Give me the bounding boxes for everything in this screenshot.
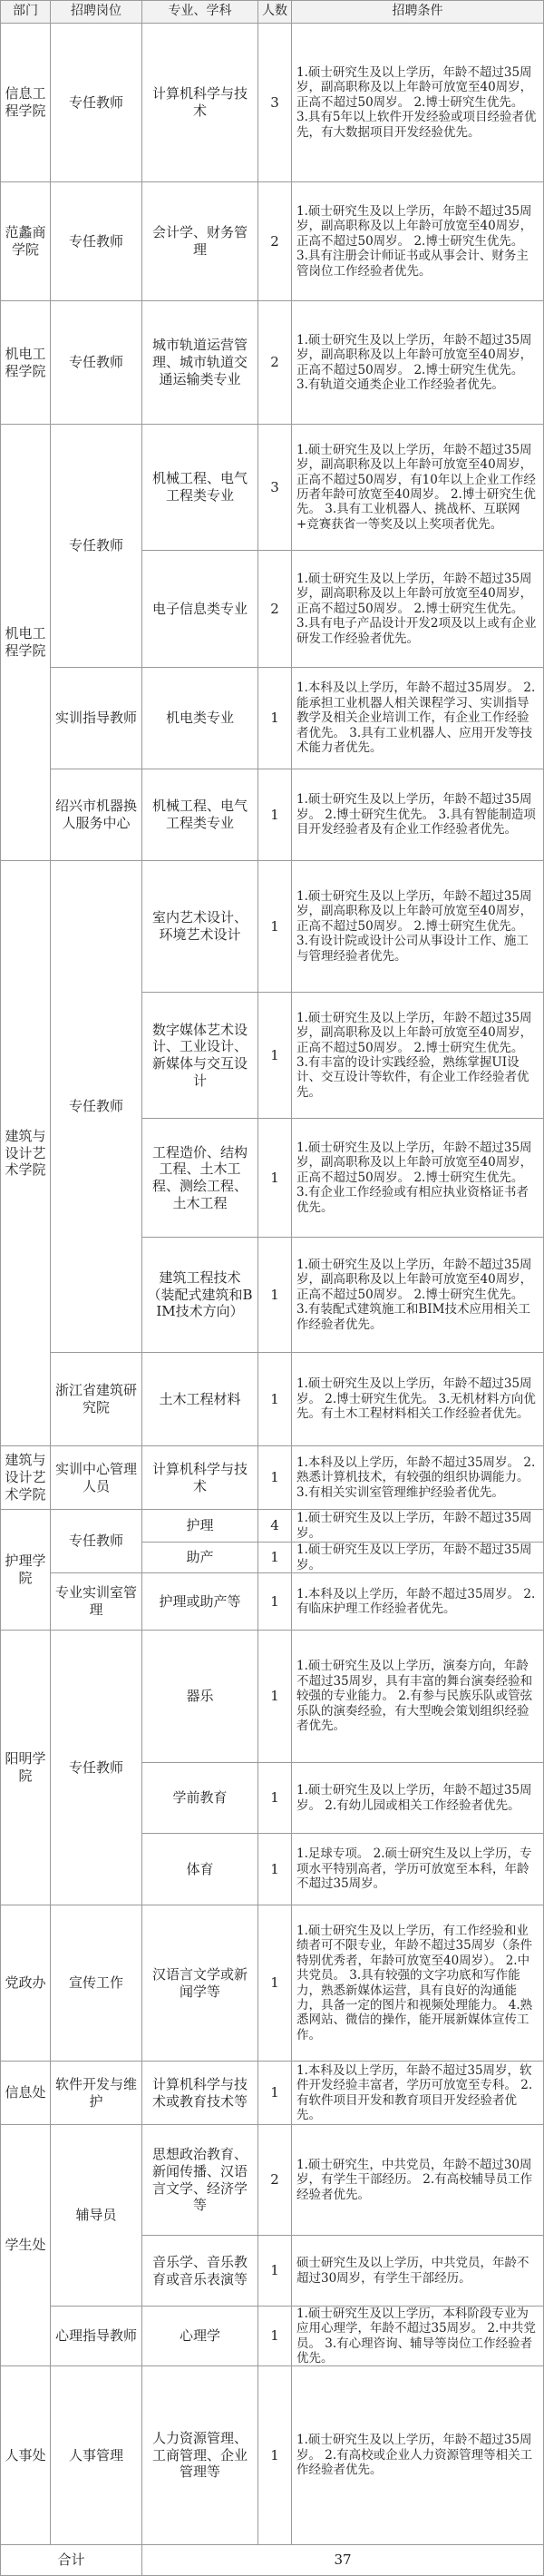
major-cell: 护理 (142, 1510, 258, 1543)
dept-cell: 建筑与设计艺术学院 (0, 861, 51, 1446)
post-cell: 专任教师 (51, 1631, 142, 1905)
conditions-cell: 硕士研究生及以上学历，中共党员，年龄不超过30周岁，有学生干部经历。 (292, 2236, 544, 2307)
major-cell: 汉语言文学或新闻学等 (142, 1905, 258, 2062)
count-cell: 1 (258, 1631, 292, 1763)
post-cell: 专任教师 (51, 182, 142, 301)
conditions-cell: 1.硕士研究生及以上学历，年龄不超过35周岁。 (292, 1543, 544, 1573)
dept-cell: 人事处 (0, 2366, 51, 2545)
dept-cell: 机电工程学院 (0, 301, 51, 425)
count-cell: 2 (258, 301, 292, 425)
major-cell: 工程造价、结构工程、土木工程、测绘工程、土木工程 (142, 1119, 258, 1238)
conditions-cell: 1.本科及以上学历，年龄不超过35周岁。 2.能承担工业机器人相关课程学习、实训指导教学及相关企业培训工作，有企业工作经验者优先。 3.具有工业机器人、应用开发等技术能力者优先。 (292, 668, 544, 769)
conditions-cell: 1.足球专项。 2.硕士研究生及以上学历，专项水平特别高者，学历可放宽至本科，年龄不超过35周岁。 (292, 1834, 544, 1905)
major-cell: 土木工程材料 (142, 1353, 258, 1446)
major-cell: 机械工程、电气工程类专业 (142, 425, 258, 551)
conditions-cell: 1.本科及以上学历，年龄不超过35周岁。 2.熟悉计算机技术，有较强的组织协调能力。 3.有相关实训室管理维护经验者优先。 (292, 1446, 544, 1510)
major-cell: 助产 (142, 1543, 258, 1573)
post-cell: 绍兴市机器换人服务中心 (51, 769, 142, 861)
count-cell: 1 (258, 993, 292, 1119)
major-cell: 计算机科学与技术 (142, 1446, 258, 1510)
conditions-cell: 1.硕士研究生，中共党员，年龄不超过30周岁，有学生干部经历。 2.有高校辅导员工作经验者优先。 (292, 2125, 544, 2236)
conditions-cell: 1.硕士研究生及以上学历，年龄不超过35周岁，副高职称及以上年龄可放宽至40周岁，正高不超过50周岁。 2.博士研究生优先。 3.具有注册会计师证书或从事会计、财务主管岗位工作经验者优先。 (292, 182, 544, 301)
post-cell: 实训中心管理人员 (51, 1446, 142, 1510)
count-cell: 1 (258, 2062, 292, 2125)
conditions-cell: 1.硕士研究生及以上学历，年龄不超过35周岁，副高职称及以上年龄可放宽至40周岁，正高不超过50周岁。 2.博士研究生优先。 3.具有5年以上软件开发经验或项目经验者优先，有大数据项目开发经验优先。 (292, 24, 544, 182)
dept-cell: 学生处 (0, 2125, 51, 2366)
conditions-cell: 1.硕士研究生及以上学历，年龄不超过35周岁。 (292, 1510, 544, 1543)
conditions-cell: 1.硕士研究生及以上学历，年龄不超过35周岁，副高职称及以上年龄可放宽至40周岁，正高不超过50周岁。 2.博士研究生优先。 3.有设计院或设计公司从事设计工作、施工与管理经验者优先。 (292, 861, 544, 993)
conditions-cell: 1.硕士研究生及以上学历，年龄不超过35周岁，副高职称及以上年龄可放宽至40周岁，正高不超过50周岁，有10年以上企业工作经历者年龄可放宽至40周岁。 2.博士研究生优先。 3.具有工业机器人、挑战杯、互联网+竞赛获省一等奖及以上奖项者优先。 (292, 425, 544, 551)
dept-cell: 建筑与设计艺术学院 (0, 1446, 51, 1510)
count-cell: 2 (258, 551, 292, 668)
post-cell: 专任教师 (51, 1510, 142, 1573)
header-dept: 部门 (0, 0, 51, 24)
header-count: 人数 (258, 0, 292, 24)
major-cell: 城市轨道运营管理、城市轨道交通运输类专业 (142, 301, 258, 425)
major-cell: 计算机科学与技术或教育技术等 (142, 2062, 258, 2125)
conditions-cell: 1.硕士研究生及以上学历，年龄不超过35周岁。 2.博士研究生优先。 3.无机材料方向优先。有土木工程材料相关工作经验者优先。 (292, 1353, 544, 1446)
major-cell: 计算机科学与技术 (142, 24, 258, 182)
header-major: 专业、学科 (142, 0, 258, 24)
count-cell: 1 (258, 1905, 292, 2062)
dept-cell: 党政办 (0, 1905, 51, 2062)
count-cell: 1 (258, 1834, 292, 1905)
major-cell: 学前教育 (142, 1763, 258, 1834)
conditions-cell: 1.硕士研究生及以上学历，年龄不超过35周岁，副高职称及以上年龄可放宽至40周岁，正高不超过50周岁。 2.博士研究生优先。 3.有丰富的设计实践经验，熟练掌握UI设计、交互设计等软件，有企业工作经验者优先。 (292, 993, 544, 1119)
major-cell: 建筑工程技术（装配式建筑和BIM技术方向） (142, 1238, 258, 1353)
header-conditions: 招聘条件 (292, 0, 544, 24)
post-cell: 辅导员 (51, 2125, 142, 2307)
major-cell: 数字媒体艺术设计、工业设计、新媒体与交互设计 (142, 993, 258, 1119)
conditions-cell: 1.硕士研究生及以上学历，本科阶段专业为应用心理学，年龄不超过35周岁。 2.中共党员。 3.有心理咨询、辅导等岗位工作经验者优先。 (292, 2307, 544, 2366)
post-cell: 软件开发与维护 (51, 2062, 142, 2125)
dept-cell: 信息工程学院 (0, 24, 51, 182)
count-cell: 1 (258, 1763, 292, 1834)
count-cell: 1 (258, 2307, 292, 2366)
count-cell: 1 (258, 1353, 292, 1446)
conditions-cell: 1.本科及以上学历，年龄不超过35周岁，软件开发经验丰富者，学历可放宽至专科。 2.有软件项目开发和教育项目开发经验者优先。 (292, 2062, 544, 2125)
count-cell: 1 (258, 2236, 292, 2307)
count-cell: 1 (258, 769, 292, 861)
count-cell: 4 (258, 1510, 292, 1543)
total-label: 合计 (0, 2545, 142, 2576)
major-cell: 机电类专业 (142, 668, 258, 769)
major-cell: 器乐 (142, 1631, 258, 1763)
dept-cell: 护理学院 (0, 1510, 51, 1631)
major-cell: 人力资源管理、工商管理、企业管理等 (142, 2366, 258, 2545)
count-cell: 2 (258, 182, 292, 301)
major-cell: 电子信息类专业 (142, 551, 258, 668)
count-cell: 1 (258, 2366, 292, 2545)
major-cell: 会计学、财务管理 (142, 182, 258, 301)
major-cell: 心理学 (142, 2307, 258, 2366)
dept-cell: 信息处 (0, 2062, 51, 2125)
count-cell: 1 (258, 1543, 292, 1573)
total-count: 37 (142, 2545, 544, 2576)
post-cell: 浙江省建筑研究院 (51, 1353, 142, 1446)
conditions-cell: 1.硕士研究生及以上学历，年龄不超过35周岁，副高职称及以上年龄可放宽至40周岁，正高不超过50周岁。 2.博士研究生优先。 3.有装配式建筑施工和BIM技术应用相关工作经验者优先。 (292, 1238, 544, 1353)
post-cell: 专任教师 (51, 425, 142, 668)
conditions-cell: 1.硕士研究生及以上学历，年龄不超过35周岁，副高职称及以上年龄可放宽至40周岁，正高不超过50周岁。 2.博士研究生优先。 3.有轨道交通类企业工作经验者优先。 (292, 301, 544, 425)
major-cell: 机械工程、电气工程类专业 (142, 769, 258, 861)
post-cell: 心理指导教师 (51, 2307, 142, 2366)
major-cell: 思想政治教育、新闻传播、汉语言文学、经济学等 (142, 2125, 258, 2236)
conditions-cell: 1.硕士研究生及以上学历，年龄不超过35周岁，副高职称及以上年龄可放宽至40周岁，正高不超过50周岁。 2.博士研究生优先。 3.有企业工作经验或有相应执业资格证书者优先。 (292, 1119, 544, 1238)
count-cell: 1 (258, 861, 292, 993)
post-cell: 专任教师 (51, 301, 142, 425)
conditions-cell: 1.硕士研究生及以上学历，年龄不超过35周岁，副高职称及以上年龄可放宽至40周岁，正高不超过50周岁。 2.博士研究生优先。 3.具有电子产品设计开发2项及以上或有企业研发工作经验者优先。 (292, 551, 544, 668)
post-cell: 专业实训室管理 (51, 1573, 142, 1631)
count-cell: 2 (258, 2125, 292, 2236)
post-cell: 人事管理 (51, 2366, 142, 2545)
dept-cell: 阳明学院 (0, 1631, 51, 1905)
conditions-cell: 1.硕士研究生及以上学历，年龄不超过35周岁。 2.博士研究生优先。 3.具有智能制造项目开发经验者及有企业工作经验者优先。 (292, 769, 544, 861)
count-cell: 1 (258, 668, 292, 769)
conditions-cell: 1.硕士研究生及以上学历，演奏方向，年龄不超过35周岁，具有丰富的舞台演奏经验和较强的专业能力。 2.有参与民族乐队或管弦乐队的演奏经验，有大型晚会策划组织经验者优先。 (292, 1631, 544, 1763)
major-cell: 音乐学、音乐教育或音乐表演等 (142, 2236, 258, 2307)
count-cell: 1 (258, 1119, 292, 1238)
header-post: 招聘岗位 (51, 0, 142, 24)
count-cell: 1 (258, 1238, 292, 1353)
conditions-cell: 1.硕士研究生及以上学历，年龄不超过35周岁。 2.有幼儿园或相关工作经验者优先。 (292, 1763, 544, 1834)
post-cell: 专任教师 (51, 861, 142, 1353)
dept-cell: 范蠡商学院 (0, 182, 51, 301)
major-cell: 室内艺术设计、环境艺术设计 (142, 861, 258, 993)
post-cell: 专任教师 (51, 24, 142, 182)
post-cell: 实训指导教师 (51, 668, 142, 769)
count-cell: 3 (258, 24, 292, 182)
major-cell: 体育 (142, 1834, 258, 1905)
count-cell: 3 (258, 425, 292, 551)
post-cell: 宣传工作 (51, 1905, 142, 2062)
dept-cell: 机电工程学院 (0, 425, 51, 861)
count-cell: 1 (258, 1446, 292, 1510)
conditions-cell: 1.硕士研究生及以上学历，年龄不超过35周岁。 2.有高校或企业人力资源管理等相关工作经验者优先。 (292, 2366, 544, 2545)
conditions-cell: 1.硕士研究生及以上学历，有工作经验和业绩者可不限专业，年龄不超过35周岁（条件特别优秀者，年龄可放宽至40周岁）。 2.中共党员。 3.具有较强的文字功底和写作能力，熟悉新媒体运营，具有良好的沟通能力，具备一定的图片和视频处理能力。 4.熟悉网站、微信的操作，能开展新媒体宣传工作。 (292, 1905, 544, 2062)
major-cell: 护理或助产等 (142, 1573, 258, 1631)
conditions-cell: 1.本科及以上学历，年龄不超过35周岁。 2.有临床护理工作经验者优先。 (292, 1573, 544, 1631)
count-cell: 1 (258, 1573, 292, 1631)
